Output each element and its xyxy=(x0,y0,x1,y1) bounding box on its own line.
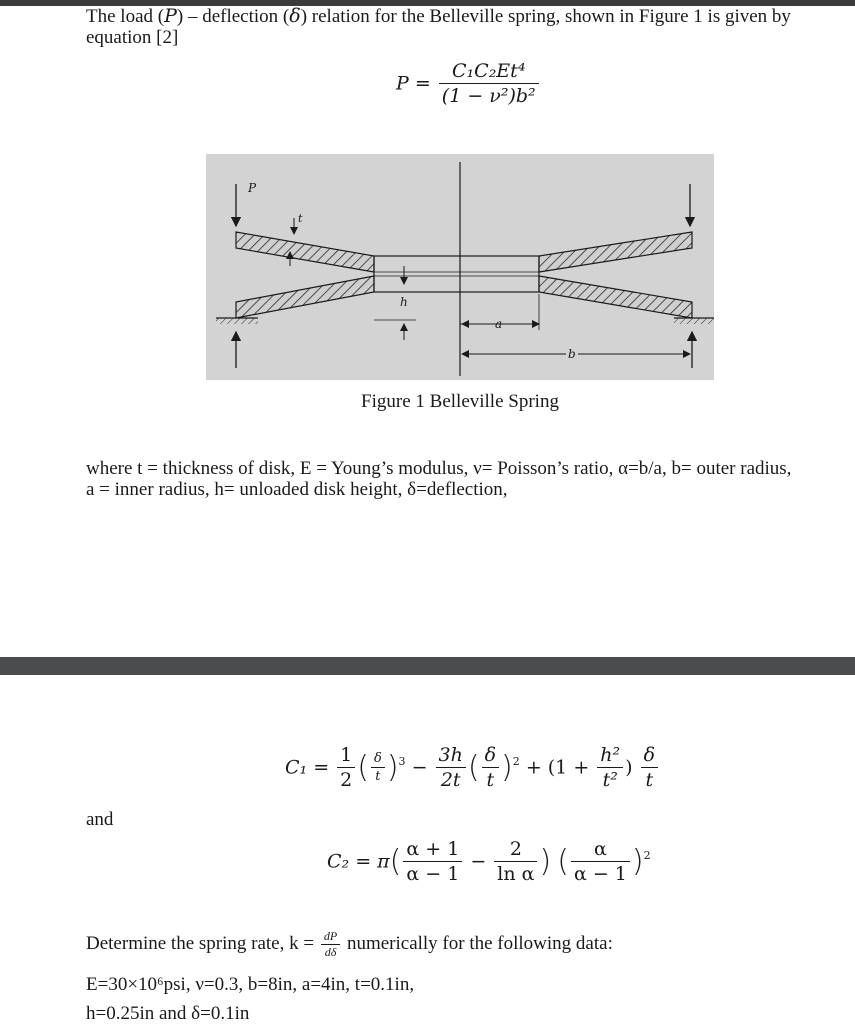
where-line-2: a = inner radius, h= unloaded disk height, δ=deflection, xyxy=(86,479,508,500)
figure-caption: Figure 1 Belleville Spring xyxy=(361,391,559,412)
label-p: P xyxy=(248,181,257,195)
and-label: and xyxy=(86,809,114,830)
data-line-2: h=0.25in and δ=0.1in xyxy=(86,1003,250,1024)
label-a: a xyxy=(495,317,503,331)
determine-line: Determine the spring rate, k = $\frac{dP}{d\delta}$ numerically for the following data: xyxy=(86,929,613,959)
equation-p-denominator: (1 − ν²)b² xyxy=(439,83,539,107)
belleville-spring-figure xyxy=(206,154,714,380)
intro-line-2: equation [2] xyxy=(86,27,179,48)
data-line-1: E=30×10⁶psi, ν=0.3, b=8in, a=4in, t=0.1in, xyxy=(86,974,415,995)
equation-p: P = $\frac{\text{C₁C₂Et⁴}}{\text{(1 − ν²)b²}}$ xyxy=(396,60,541,107)
intro-line-1: The load (P) – deflection (δ) relation for the Belleville spring, shown in Figure 1 is given by xyxy=(86,5,791,27)
label-b: b xyxy=(568,347,576,361)
page-separator xyxy=(0,657,855,675)
where-line-1: where t = thickness of disk, E = Young’s modulus, ν= Poisson’s ratio, α=b/a, b= outer radius, xyxy=(86,458,792,479)
equation-p-numerator: C₁C₂Et⁴ xyxy=(452,60,526,82)
equation-c2: C₂ = π( $\frac{\alpha + 1}{\alpha - 1}$ − $\frac{2}{\text{ln α}}$ ) ( $\frac{\alpha}{\alpha - 1}$ )$^2$ xyxy=(327,838,651,885)
equation-c1: C₁ = $\frac{1}{2}$ ( $\frac{\delta}{t}$ )$^3$ − $\frac{3h}{2t}$ ( $\frac{\delta}{t}$ )$^2$ + (1 + $\frac{\text{h²}}{\text{t²}}$ ) $\frac{\delta}{t}$ xyxy=(285,744,660,791)
label-h: h xyxy=(400,295,408,309)
label-t: t xyxy=(298,212,303,225)
